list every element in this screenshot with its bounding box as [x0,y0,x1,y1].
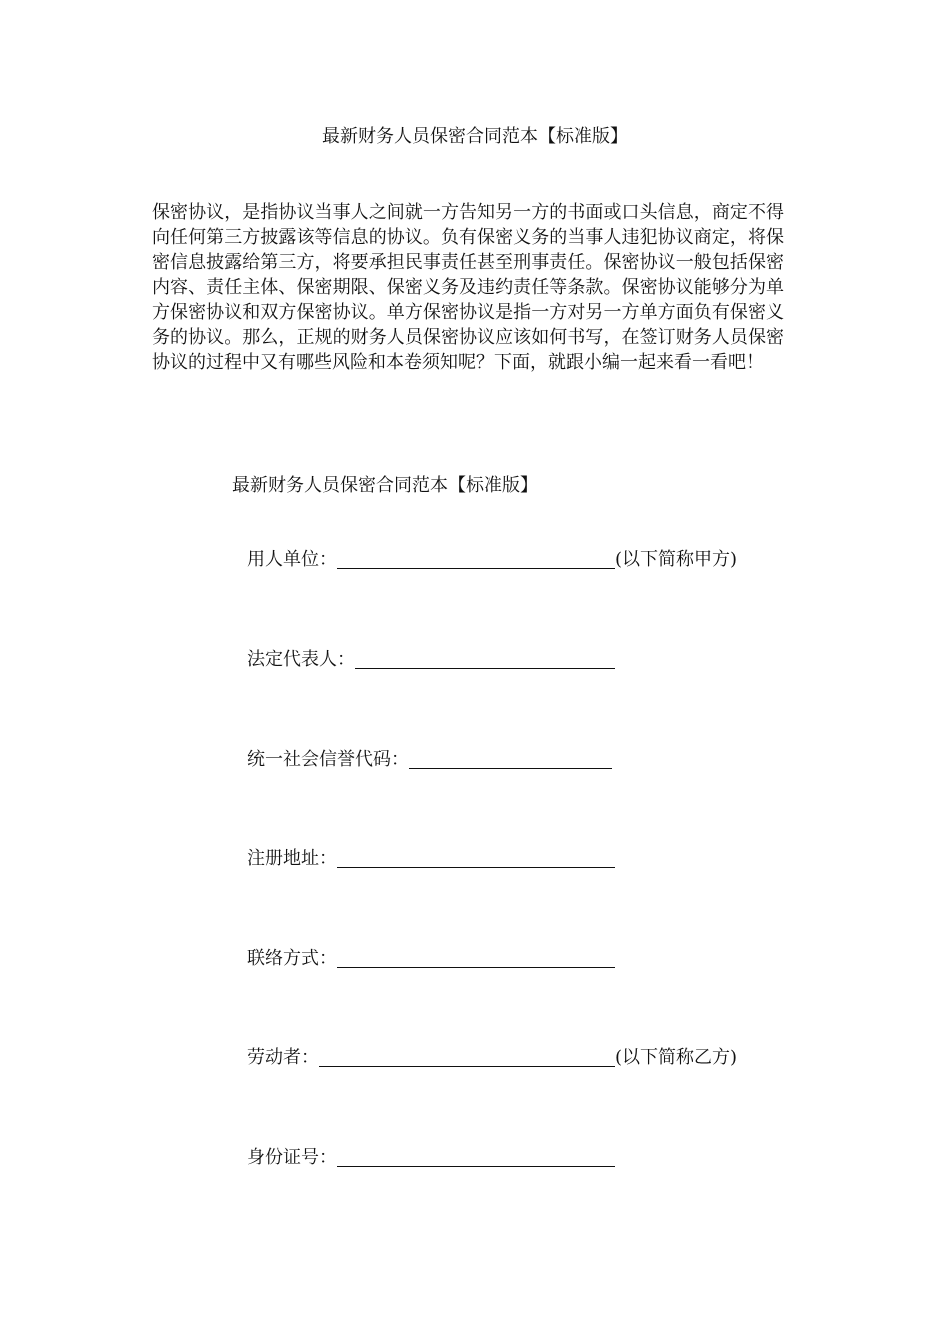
id-number-label: 身份证号： [247,1147,337,1168]
credit-code-label: 统一社会信誉代码： [247,749,409,770]
employer-note: (以下简称甲方) [615,549,738,570]
employer-blank[interactable] [337,548,615,569]
legal-rep-label: 法定代表人： [247,649,355,670]
legal-rep-blank[interactable] [355,648,615,669]
credit-code-blank[interactable] [409,748,612,769]
id-number-field [247,1145,615,1171]
contact-blank[interactable] [337,947,615,968]
worker-label: 劳动者： [247,1047,319,1068]
legal-rep-field [247,647,615,673]
section-title: 最新财务人员保密合同范本【标准版】 [232,475,538,496]
worker-field [247,1045,737,1071]
id-number-blank[interactable] [337,1146,615,1167]
credit-code-field [247,747,612,773]
address-field [247,846,615,872]
contact-label: 联络方式： [247,948,337,969]
contact-field [247,946,615,972]
page-title: 最新财务人员保密合同范本【标准版】 [322,126,628,147]
employer-field [247,547,737,573]
intro-paragraph: 保密协议，是指协议当事人之间就一方告知另一方的书面或口头信息，商定不得向任何第三方披露该等信息的协议。负有保密义务的当事人违犯协议商定，将保密信息披露给第三方，将要承担民事责任甚至刑事责任。保密协议一般包括保密内容、责任主体、保密期限、保密义务及违约责任等条款。保密协议能够分为单方保密协议和双方保密协议。单方保密协议是指一方对另一方单方面负有保密义务的协议。那么，正规的财务人员保密协议应该如何书写，在签订财务人员保密协议的过程中又有哪些风险和本卷须知呢？下面，就跟小编一起来看一看吧！ [152,202,784,373]
address-label: 注册地址： [247,848,337,869]
worker-blank[interactable] [319,1046,615,1067]
employer-label: 用人单位： [247,549,337,570]
address-blank[interactable] [337,847,615,868]
worker-note: (以下简称乙方) [615,1047,738,1068]
